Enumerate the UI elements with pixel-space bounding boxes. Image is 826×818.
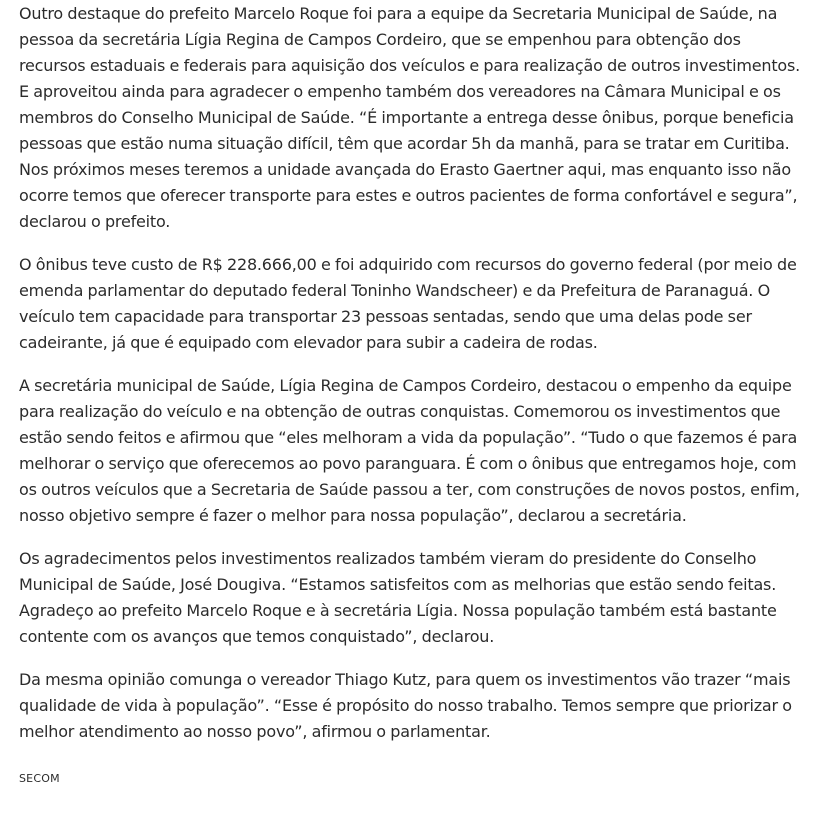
article-paragraph-4: Os agradecimentos pelos investimentos realizados também vieram do presidente do Conselho Municipal de Saúde, José Dougiva. “Estamos satisfeitos com as melhorias que estão sendo feitas. Agradeço ao prefeito Marcelo Roque e à secretária Lígia. Nossa população também está bastante contente com os avanços que temos conquistado”, declarou. <box>19 549 777 646</box>
article-body <box>19 0 809 762</box>
article-paragraph-5: Da mesma opinião comunga o vereador Thiago Kutz, para quem os investimentos vão trazer “mais qualidade de vida à população”. “Esse é propósito do nosso trabalho. Temos sempre que priorizar o melhor atendimento ao nosso povo”, afirmou o parlamentar. <box>19 670 792 741</box>
article-paragraph-3: A secretária municipal de Saúde, Lígia Regina de Campos Cordeiro, destacou o empenho da equipe para realização do veículo e na obtenção de outras conquistas. Comemorou os investimentos que estão sendo feitos e afirmou que “eles melhoram a vida da população”. “Tudo o que fazemos é para melhorar o serviço que oferecemos ao povo paranguara. É com o ônibus que entregamos hoje, com os outros veículos que a Secretaria de Saúde passou a ter, com construções de novos postos, enfim, nosso objetivo sempre é fazer o melhor para nossa população”, declarou a secretária. <box>19 376 800 525</box>
article-paragraph-1: Outro destaque do prefeito Marcelo Roque foi para a equipe da Secretaria Municipal de Saúde, na pessoa da secretária Lígia Regina de Campos Cordeiro, que se empenhou para obtenção dos recursos estaduais e federais para aquisição dos veículos e para realização de outros investimentos. E aproveitou ainda para agradecer o empenho também dos vereadores na Câmara Municipal e os membros do Conselho Municipal de Saúde. “É importante a entrega desse ônibus, porque beneficia pessoas que estão numa situação difícil, têm que acordar 5h da manhã, para se tratar em Curitiba. Nos próximos meses teremos a unidade avançada do Erasto Gaertner aqui, mas enquanto isso não ocorre temos que oferecer transporte para estes e outros pacientes de forma confortável e segura”, declarou o prefeito. <box>19 4 801 231</box>
article-paragraph-2: O ônibus teve custo de R$ 228.666,00 e foi adquirido com recursos do governo federal (por meio de emenda parlamentar do deputado federal Toninho Wandscheer) e da Prefeitura de Paranaguá. O veículo tem capacidade para transportar 23 pessoas sentadas, sendo que uma delas pode ser cadeirante, já que é equipado com elevador para subir a cadeira de rodas. <box>19 255 797 352</box>
article-credit: SECOM <box>19 772 60 785</box>
